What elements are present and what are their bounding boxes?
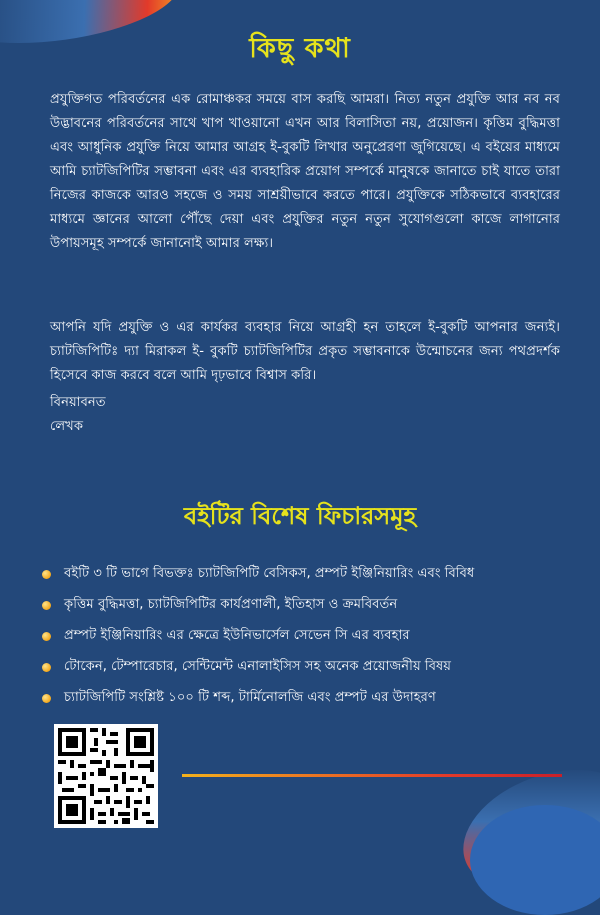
signoff <box>50 391 106 439</box>
feature-item <box>40 624 580 655</box>
feature-item <box>40 655 580 686</box>
feature-text: বইটি ৩ টি ভাগে বিভক্তঃ চ্যাটজিপিটি বেসিকস, প্রম্পট ইঞ্জিনিয়ারিং এবং বিবিধ <box>64 566 475 581</box>
signoff-regards: বিনয়াবনত <box>50 395 106 410</box>
bullet-dot-icon <box>42 632 51 641</box>
bullet-dot-icon <box>42 601 51 610</box>
features-list <box>40 562 580 717</box>
intro-paragraph: প্রযুক্তিগত পরিবর্তনের এক রোমাঞ্চকর সময়ে বাস করছি আমরা। নিত্য নতুন প্রযুক্তি আর নব নব উদ্ভাবনের পরিবর্তনের সাথে খাপ খাওয়ানো এখন আর বিলাসিতা নয়, প্রয়োজন। কৃত্তিম বুদ্ধিমত্তা এবং আধুনিক প্রযুক্তি নিয়ে আমার আগ্রহ ই-বুকটি লিখার অনুপ্রেরণা জুগিয়েছে। এ বইয়ের মাধ্যমে আমি চ্যাটজিপিটির সম্ভাবনা এবং এর ব্যবহারিক প্রয়োগ সম্পর্কে মানুষকে জানাতে চাই যাতে তারা নিজের কাজকে আরও সহজে ও সময় সাশ্রয়ীভাবে করতে পারে। প্রযুক্তিকে সঠিকভাবে ব্যবহারের মাধ্যমে জ্ঞানের আলো পৌঁছে দেয়া এবং প্রযুক্তির নতুন নতুন সুযোগগুলো কাজে লাগানোর উপায়সমূহ সম্পর্কে জানানোই আমার লক্ষ্য। <box>50 92 560 251</box>
feature-item <box>40 686 580 717</box>
signoff-author: লেখক <box>50 419 84 434</box>
feature-text: টোকেন, টেম্পারেচার, সেন্টিমেন্ট এনালাইসিস সহ অনেক প্রয়োজনীয় বিষয় <box>64 659 452 674</box>
decorative-divider <box>182 774 562 777</box>
bullet-dot-icon <box>42 694 51 703</box>
feature-text: চ্যাটজিপিটি সংশ্লিষ্ট ১০০ টি শব্দ, টার্মিনোলজি এবং প্রম্পট এর উদাহরণ <box>64 690 436 705</box>
feature-item <box>40 593 580 624</box>
feature-item <box>40 562 580 593</box>
bullet-dot-icon <box>42 570 51 579</box>
features-title: বইটির বিশেষ ফিচারসমূহ <box>183 502 417 530</box>
feature-text: প্রম্পট ইঞ্জিনিয়ারিং এর ক্ষেত্রে ইউনিভার্সেল সেভেন সি এর ব্যবহার <box>64 628 410 643</box>
qr-code-icon <box>54 724 158 828</box>
qr-code[interactable] <box>54 724 158 828</box>
page-title: কিছু কথা <box>249 33 351 64</box>
second-paragraph: আপনি যদি প্রযুক্তি ও এর কার্যকর ব্যবহার নিয়ে আগ্রহী হন তাহলে ই-বুকটি আপনার জন্যই। চ্যাটজিপিটিঃ দ্যা মিরাকল ই- বুকটি চ্যাটজিপিটির প্রকৃত সম্ভাবনাকে উন্মোচনের জন্য পথপ্রদর্শক হিসেবে কাজ করবে বলে আমি দৃঢ়ভাবে বিশ্বাস করি। <box>50 320 560 383</box>
feature-text: কৃত্তিম বুদ্ধিমত্তা, চ্যাটজিপিটির কার্যপ্রণালী, ইতিহাস ও ক্রমবিবর্তন <box>64 597 398 612</box>
corner-decoration-bottom-right-inner <box>470 805 600 915</box>
bullet-dot-icon <box>42 663 51 672</box>
